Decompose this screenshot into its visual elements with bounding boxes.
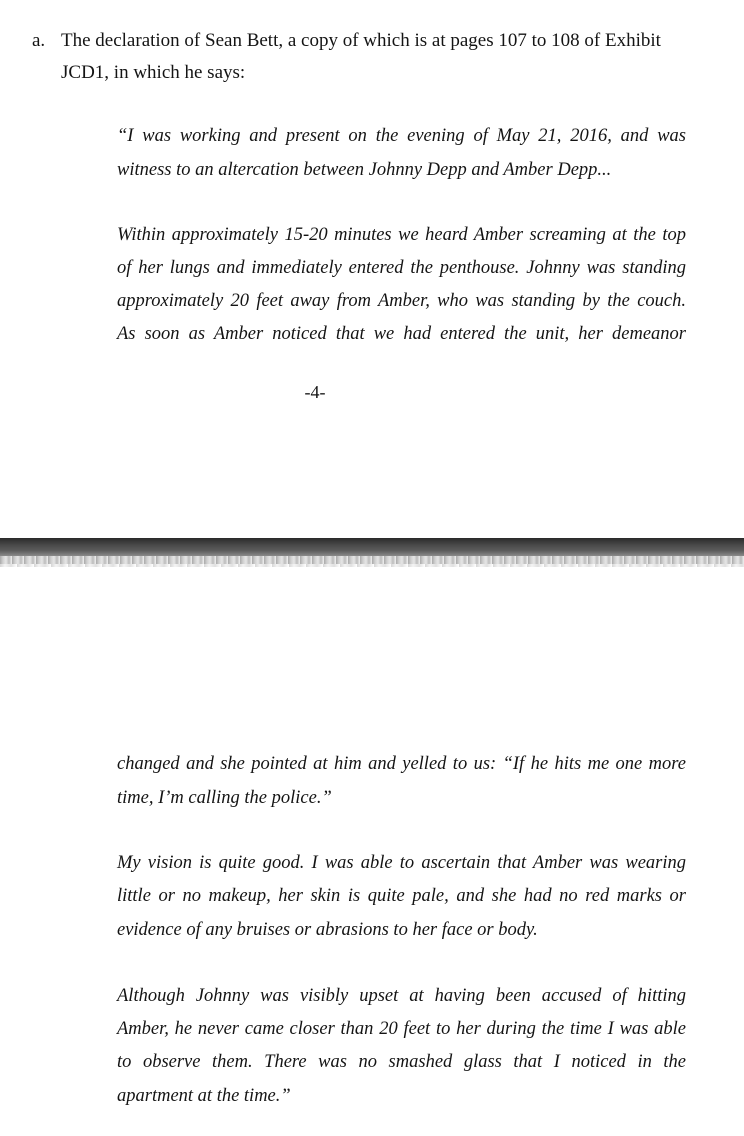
page-break-scan-noise (0, 564, 744, 567)
quote-line: Within approximately 15-20 minutes we heard Amber screaming at the top (117, 225, 686, 245)
quote-line: Although Johnny was visibly upset at having been accused of hitting (117, 986, 686, 1006)
list-item-marker: a. (32, 30, 46, 51)
quote-line: changed and she pointed at him and yelled to us: “If he hits me one more (117, 754, 686, 774)
list-item-line: The declaration of Sean Bett, a copy of which is at pages 107 to 108 of Exhibit (61, 30, 661, 51)
quote-line: of her lungs and immediately entered the penthouse. Johnny was standing (117, 258, 686, 278)
quote-line: time, I’m calling the police.” (117, 788, 332, 808)
list-item-line: JCD1, in which he says: (61, 62, 246, 83)
quote-line: apartment at the time.” (117, 1086, 291, 1106)
page-break-shadow (0, 538, 744, 556)
quote-line: approximately 20 feet away from Amber, who was standing by the couch. (117, 291, 686, 311)
quote-line: evidence of any bruises or abrasions to her face or body. (117, 920, 538, 940)
quote-line: “I was working and present on the evening of May 21, 2016, and was (117, 126, 686, 146)
quote-line: Amber, he never came closer than 20 feet to her during the time I was able (117, 1019, 686, 1039)
quote-line: witness to an altercation between Johnny Depp and Amber Depp... (117, 160, 612, 180)
page-number: -4- (304, 382, 326, 402)
quote-line: to observe them. There was no smashed glass that I noticed in the (117, 1052, 686, 1072)
quote-line: little or no makeup, her skin is quite pale, and she had no red marks or (117, 886, 686, 906)
quote-line: As soon as Amber noticed that we had entered the unit, her demeanor (117, 324, 686, 344)
quote-line: My vision is quite good. I was able to ascertain that Amber was wearing (117, 853, 686, 873)
page-break-scan-noise (0, 556, 744, 564)
document-page-4 (0, 0, 744, 536)
page-break-divider (0, 536, 744, 572)
document-page-5 (0, 572, 744, 1136)
